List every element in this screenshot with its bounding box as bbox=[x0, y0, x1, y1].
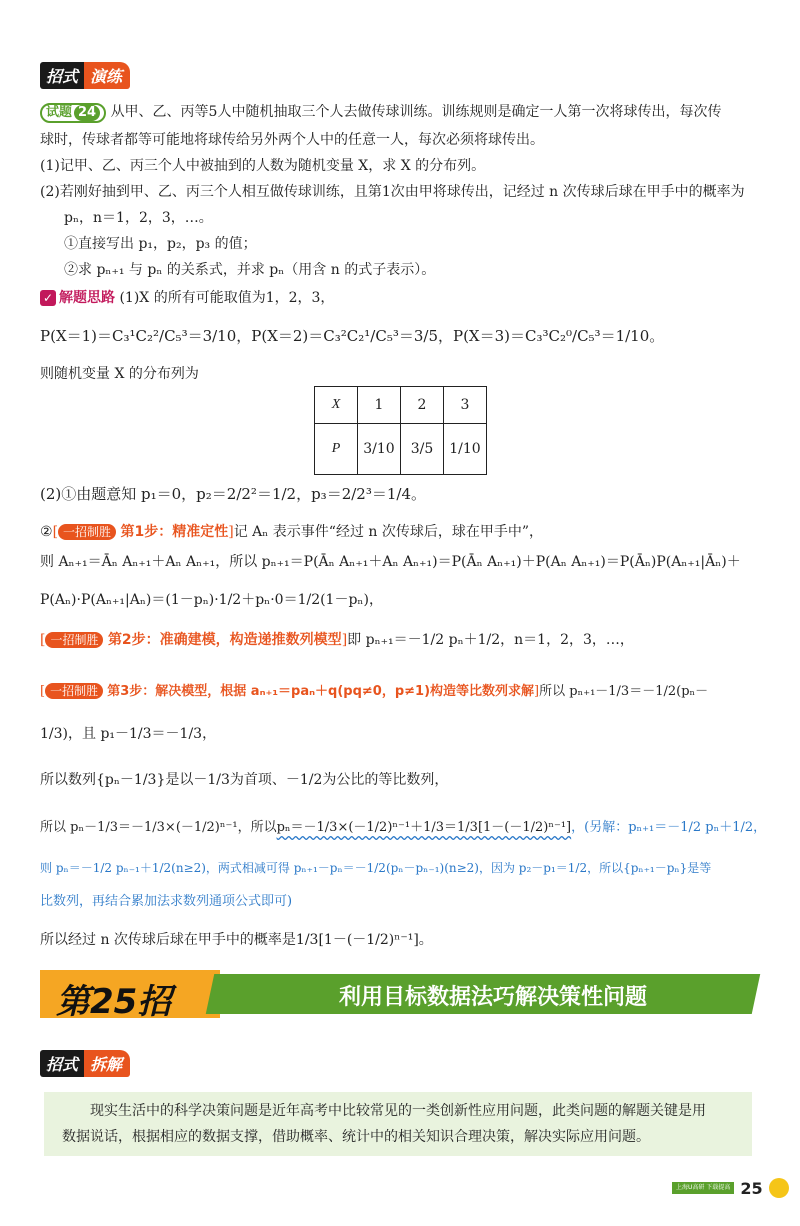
page-number: 25 bbox=[740, 1178, 763, 1198]
table-cell: 1 bbox=[358, 387, 401, 424]
check-icon: ✓ bbox=[40, 290, 56, 306]
table-cell: 3/10 bbox=[358, 424, 401, 475]
table-cell: 1/10 bbox=[444, 424, 487, 475]
step-badge: 一招制胜 bbox=[45, 683, 103, 699]
solution-conclusion: 所以经过 n 次传球后球在甲手中的概率是1/3[1－(－1/2)ⁿ⁻¹]。 bbox=[40, 932, 433, 948]
problem-line-5: pₙ，n＝1，2，3，…。 bbox=[64, 210, 213, 226]
intro-line-1: 现实生活中的科学决策问题是近年高考中比较常见的一类创新性应用问题，此类问题的解题关键是用 bbox=[90, 1103, 706, 1119]
solution-line-1 bbox=[40, 288, 334, 308]
table-cell: 3 bbox=[444, 387, 487, 424]
section-header-breakdown bbox=[40, 1050, 130, 1076]
alt-solution-start: ，(另解：pₙ₊₁＝－1/2 pₙ＋1/2， bbox=[571, 820, 767, 835]
table-row bbox=[315, 387, 487, 424]
step2-head: 第2步：准确建模，构造递推数列模型 bbox=[107, 632, 342, 648]
step1-line: ②[ 一招制胜 第1步：精准定性]记 Aₙ 表示事件“经过 n 次传球后，球在甲手中”， bbox=[40, 524, 544, 540]
solution-line-6: P(Aₙ)·P(Aₙ₊₁|Aₙ)＝(1－pₙ)·1/2＋pₙ·0＝1/2(1－pₙ)， bbox=[40, 592, 383, 608]
table-cell: 2 bbox=[401, 387, 444, 424]
step3-head: 第3步：解决模型，根据 aₙ₊₁＝paₙ＋q(pq≠0，p≠1)构造等比数列求解 bbox=[107, 684, 535, 699]
problem-number: 24 bbox=[74, 105, 100, 121]
problem-line-3: (1)记甲、乙、丙三个人中被抽到的人数为随机变量 X，求 X 的分布列。 bbox=[40, 158, 486, 174]
table-cell: X bbox=[315, 387, 358, 424]
solution-text-1: (1)X 的所有可能取值为1，2，3， bbox=[119, 290, 335, 306]
step3-line: [ 一招制胜 第3步：解决模型，根据 aₙ₊₁＝paₙ＋q(pq≠0，p≠1)构造等比数列求解]所以 pₙ₊₁－1/3＝－1/2(pₙ－ bbox=[40, 684, 709, 699]
problem-line-4: (2)若刚好抽到甲、乙、丙三个人相互做传球训练，且第1次由甲将球传出，记经过 n 次传球后球在甲手中的概率为 bbox=[40, 184, 745, 200]
general-term-formula: pₙ＝－1/3×(－1/2)ⁿ⁻¹＋1/3＝1/3[1－(－1/2)ⁿ⁻¹] bbox=[276, 820, 572, 835]
banner-title: 利用目标数据法巧解决策性问题 bbox=[338, 985, 647, 1010]
section-header-practice bbox=[40, 62, 130, 88]
problem-text-1: 从甲、乙、丙等5人中随机抽取三个人去做传球训练。训练规则是确定一人第一次将球传出，每次传 bbox=[110, 104, 722, 120]
solution-line-9 bbox=[40, 818, 766, 838]
header-right-label: 拆解 bbox=[84, 1050, 130, 1077]
step1-head: 第1步：精准定性 bbox=[120, 524, 229, 540]
distribution-table bbox=[314, 386, 487, 475]
footer-label: 上海U高研 下载提高 bbox=[672, 1182, 734, 1194]
solution-probabilities: P(X＝1)＝C₃¹C₂²/C₅³＝3/10，P(X＝2)＝C₃²C₂¹/C₅³＝3/5，P(X＝3)＝C₃³C₂⁰/C₅³＝1/10。 bbox=[40, 327, 665, 345]
problem-line-6: ①直接写出 p₁，p₂，p₃ 的值； bbox=[64, 236, 257, 252]
header-left-label: 招式 bbox=[40, 1050, 84, 1077]
step2-tail: 即 pₙ₊₁＝－1/2 pₙ＋1/2，n＝1，2，3，…， bbox=[347, 632, 634, 648]
solution-line-8: 所以数列{pₙ－1/3}是以－1/3为首项、－1/2为公比的等比数列， bbox=[40, 772, 449, 788]
banner-number-box bbox=[40, 970, 220, 1022]
header-right-label: 演练 bbox=[84, 62, 130, 89]
header-left-label: 招式 bbox=[40, 62, 84, 89]
step2-line: [ 一招制胜 第2步：准确建模，构造递推数列模型]即 pₙ₊₁＝－1/2 pₙ＋1/2，n＝1，2，3，…， bbox=[40, 632, 634, 648]
lightbulb-icon bbox=[769, 1178, 789, 1198]
solution-label: 解题思路 bbox=[59, 290, 115, 306]
solution-line-7: 1/3)，且 p₁－1/3＝－1/3， bbox=[40, 726, 217, 742]
step3-tail: 所以 pₙ₊₁－1/3＝－1/2(pₙ－ bbox=[539, 684, 709, 699]
problem-line-1 bbox=[40, 102, 721, 123]
intro-line-2: 数据说话，根据相应的数据支撑，借助概率、统计中的相关知识合理决策，解决实际应用问题。 bbox=[62, 1129, 650, 1145]
solution-line-3: 则随机变量 X 的分布列为 bbox=[40, 366, 199, 382]
strategy-banner bbox=[40, 970, 756, 1022]
problem-line-2: 球时，传球者都等可能地将球传给另外两个人中的任意一人，每次必须将球传出。 bbox=[40, 132, 544, 148]
page-footer bbox=[672, 1178, 789, 1198]
alt-solution-end: 比数列，再结合累加法求数列通项公式即可) bbox=[40, 894, 293, 909]
solution-text-9a: 所以 pₙ－1/3＝－1/3×(－1/2)ⁿ⁻¹，所以 bbox=[40, 820, 277, 835]
banner-number: 第25招 bbox=[56, 982, 172, 1022]
step1-tail: 记 Aₙ 表示事件“经过 n 次传球后，球在甲手中”， bbox=[233, 524, 544, 540]
alt-solution-line: 则 pₙ＝－1/2 pₙ₋₁＋1/2(n≥2)，两式相减可得 pₙ₊₁－pₙ＝－1/2(pₙ－pₙ₋₁)(n≥2)，因为 p₂－p₁＝1/2，所以{pₙ₊₁－pₙ}是等 bbox=[40, 861, 712, 875]
table-cell: P bbox=[315, 424, 358, 475]
intro-box bbox=[44, 1092, 752, 1156]
table-row bbox=[315, 424, 487, 475]
table-cell: 3/5 bbox=[401, 424, 444, 475]
solution-line-4: (2)①由题意知 p₁＝0，p₂＝2/2²＝1/2，p₃＝2/2³＝1/4。 bbox=[40, 485, 426, 503]
problem-tag: 试题 24 bbox=[40, 103, 106, 123]
step-badge: 一招制胜 bbox=[58, 524, 116, 540]
problem-line-7: ②求 pₙ₊₁ 与 pₙ 的关系式，并求 pₙ（用含 n 的式子表示）。 bbox=[64, 262, 436, 278]
step-badge: 一招制胜 bbox=[45, 632, 103, 648]
solution-line-5: 则 Aₙ₊₁＝Āₙ Aₙ₊₁＋Aₙ Aₙ₊₁，所以 pₙ₊₁＝P(Āₙ Aₙ₊₁＋Aₙ Aₙ₊₁)＝P(Āₙ Aₙ₊₁)＋P(Aₙ Aₙ₊₁)＝P(Āₙ)P(Aₙ₊₁|Āₙ)＋ bbox=[40, 554, 741, 570]
